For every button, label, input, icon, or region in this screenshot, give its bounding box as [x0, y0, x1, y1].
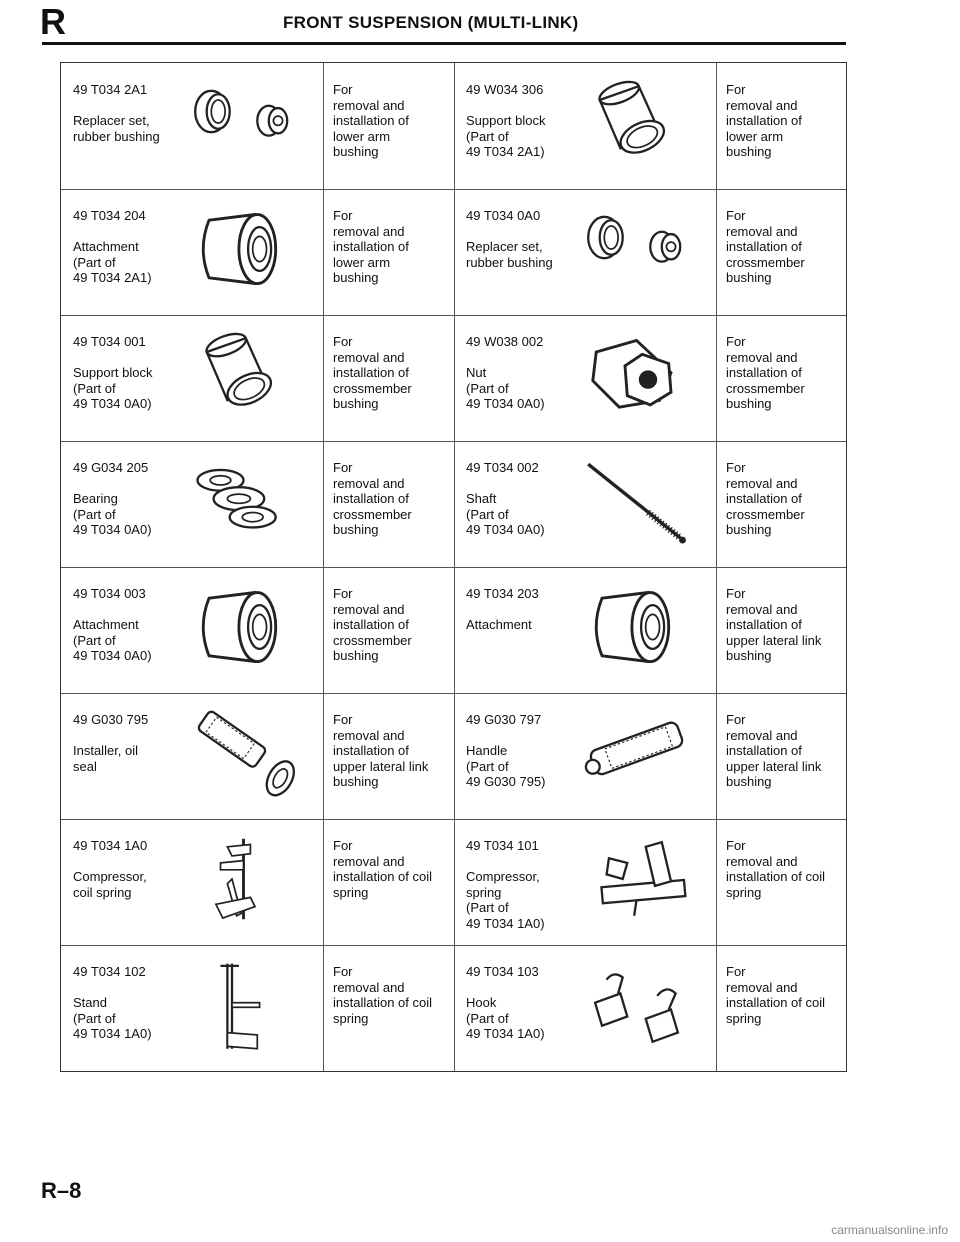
row-divider	[61, 441, 846, 442]
tool-name: Attachment	[466, 617, 532, 632]
tool-name: Installer, oil seal	[73, 743, 139, 774]
tool-usage: For removal and installation of upper lateral link bushing	[333, 712, 429, 789]
tool-usage: For removal and installation of lower arm bushing	[333, 82, 409, 159]
support-block-icon	[579, 77, 694, 169]
bearing-icon	[186, 455, 301, 547]
attachment-icon	[186, 203, 301, 295]
tool-usage: For removal and installation of crossmember bushing	[333, 334, 412, 411]
nut-icon	[579, 329, 694, 421]
spring-compressor-icon	[579, 833, 694, 925]
tool-usage: For removal and installation of coil spring	[333, 964, 432, 1026]
tool-usage: For removal and installation of upper lateral link bushing	[726, 712, 822, 789]
tool-number: 49 T034 102	[73, 964, 146, 979]
tool-usage: For removal and installation of crossmember bushing	[726, 334, 805, 411]
replacer-set-icon	[579, 203, 694, 295]
row-divider	[61, 189, 846, 190]
page-title: FRONT SUSPENSION (MULTI-LINK)	[283, 13, 579, 32]
tool-name: Compressor, coil spring	[73, 869, 147, 900]
tool-usage: For removal and installation of lower arm bushing	[726, 82, 802, 159]
tool-name: Replacer set, rubber bushing	[466, 239, 553, 270]
tool-number: 49 T034 0A0	[466, 208, 541, 223]
watermark: carmanualsonline.info	[831, 1223, 948, 1237]
tool-usage: For removal and installation of upper lateral link bushing	[726, 586, 822, 663]
tool-number: 49 T034 1A0	[73, 838, 148, 853]
tool-name: Replacer set, rubber bushing	[73, 113, 160, 144]
tool-usage: For removal and installation of coil spring	[726, 838, 825, 900]
tool-usage: For removal and installation of crossmember bushing	[333, 460, 412, 537]
tool-name: Bearing (Part of 49 T034 0A0)	[73, 491, 152, 537]
tool-number: 49 W034 306	[466, 82, 544, 97]
tool-name: Support block (Part of 49 T034 0A0)	[73, 365, 153, 411]
tool-name: Attachment (Part of 49 T034 2A1)	[73, 239, 152, 285]
tool-number: 49 T034 101	[466, 838, 539, 853]
shaft-icon	[579, 455, 694, 547]
tool-name: Hook (Part of 49 T034 1A0)	[466, 995, 545, 1041]
attachment-icon	[579, 581, 694, 673]
tool-usage: For removal and installation of lower arm bushing	[333, 208, 409, 285]
tool-name: Handle (Part of 49 G030 795)	[466, 743, 546, 789]
tool-name: Support block (Part of 49 T034 2A1)	[466, 113, 546, 159]
tool-usage: For removal and installation of coil spring	[726, 964, 825, 1026]
row-divider	[61, 945, 846, 946]
tool-number: 49 G034 205	[73, 460, 149, 475]
header-rule	[42, 42, 846, 45]
tool-name: Stand (Part of 49 T034 1A0)	[73, 995, 152, 1041]
stand-icon	[186, 959, 301, 1051]
tool-usage: For removal and installation of crossmember bushing	[726, 208, 805, 285]
row-divider	[61, 315, 846, 316]
row-divider	[61, 567, 846, 568]
tool-name: Compressor, spring (Part of 49 T034 1A0)	[466, 869, 545, 931]
row-divider	[61, 693, 846, 694]
tool-name: Shaft (Part of 49 T034 0A0)	[466, 491, 545, 537]
coil-spring-compressor-icon	[186, 833, 301, 925]
handle-icon	[579, 707, 694, 799]
tool-number: 49 T034 003	[73, 586, 146, 601]
tool-number: 49 W038 002	[466, 334, 544, 349]
tool-name: Attachment (Part of 49 T034 0A0)	[73, 617, 152, 663]
tool-number: 49 T034 103	[466, 964, 539, 979]
tool-number: 49 T034 002	[466, 460, 539, 475]
tool-number: 49 T034 203	[466, 586, 539, 601]
hook-icon	[579, 959, 694, 1051]
row-divider	[61, 819, 846, 820]
tool-number: 49 G030 795	[73, 712, 149, 727]
tool-name: Nut (Part of 49 T034 0A0)	[466, 365, 545, 411]
oil-seal-installer-icon	[186, 707, 301, 799]
tool-number: 49 T034 001	[73, 334, 146, 349]
replacer-set-icon	[186, 77, 301, 169]
tool-usage: For removal and installation of crossmember bushing	[333, 586, 412, 663]
special-tools-table	[60, 62, 847, 1072]
support-block-icon	[186, 329, 301, 421]
tool-number: 49 T034 2A1	[73, 82, 148, 97]
attachment-icon	[186, 581, 301, 673]
tool-number: 49 T034 204	[73, 208, 146, 223]
section-letter: R	[40, 1, 66, 42]
tool-number: 49 G030 797	[466, 712, 542, 727]
tool-usage: For removal and installation of coil spring	[333, 838, 432, 900]
page-number: R–8	[41, 1178, 82, 1203]
tool-usage: For removal and installation of crossmember bushing	[726, 460, 805, 537]
